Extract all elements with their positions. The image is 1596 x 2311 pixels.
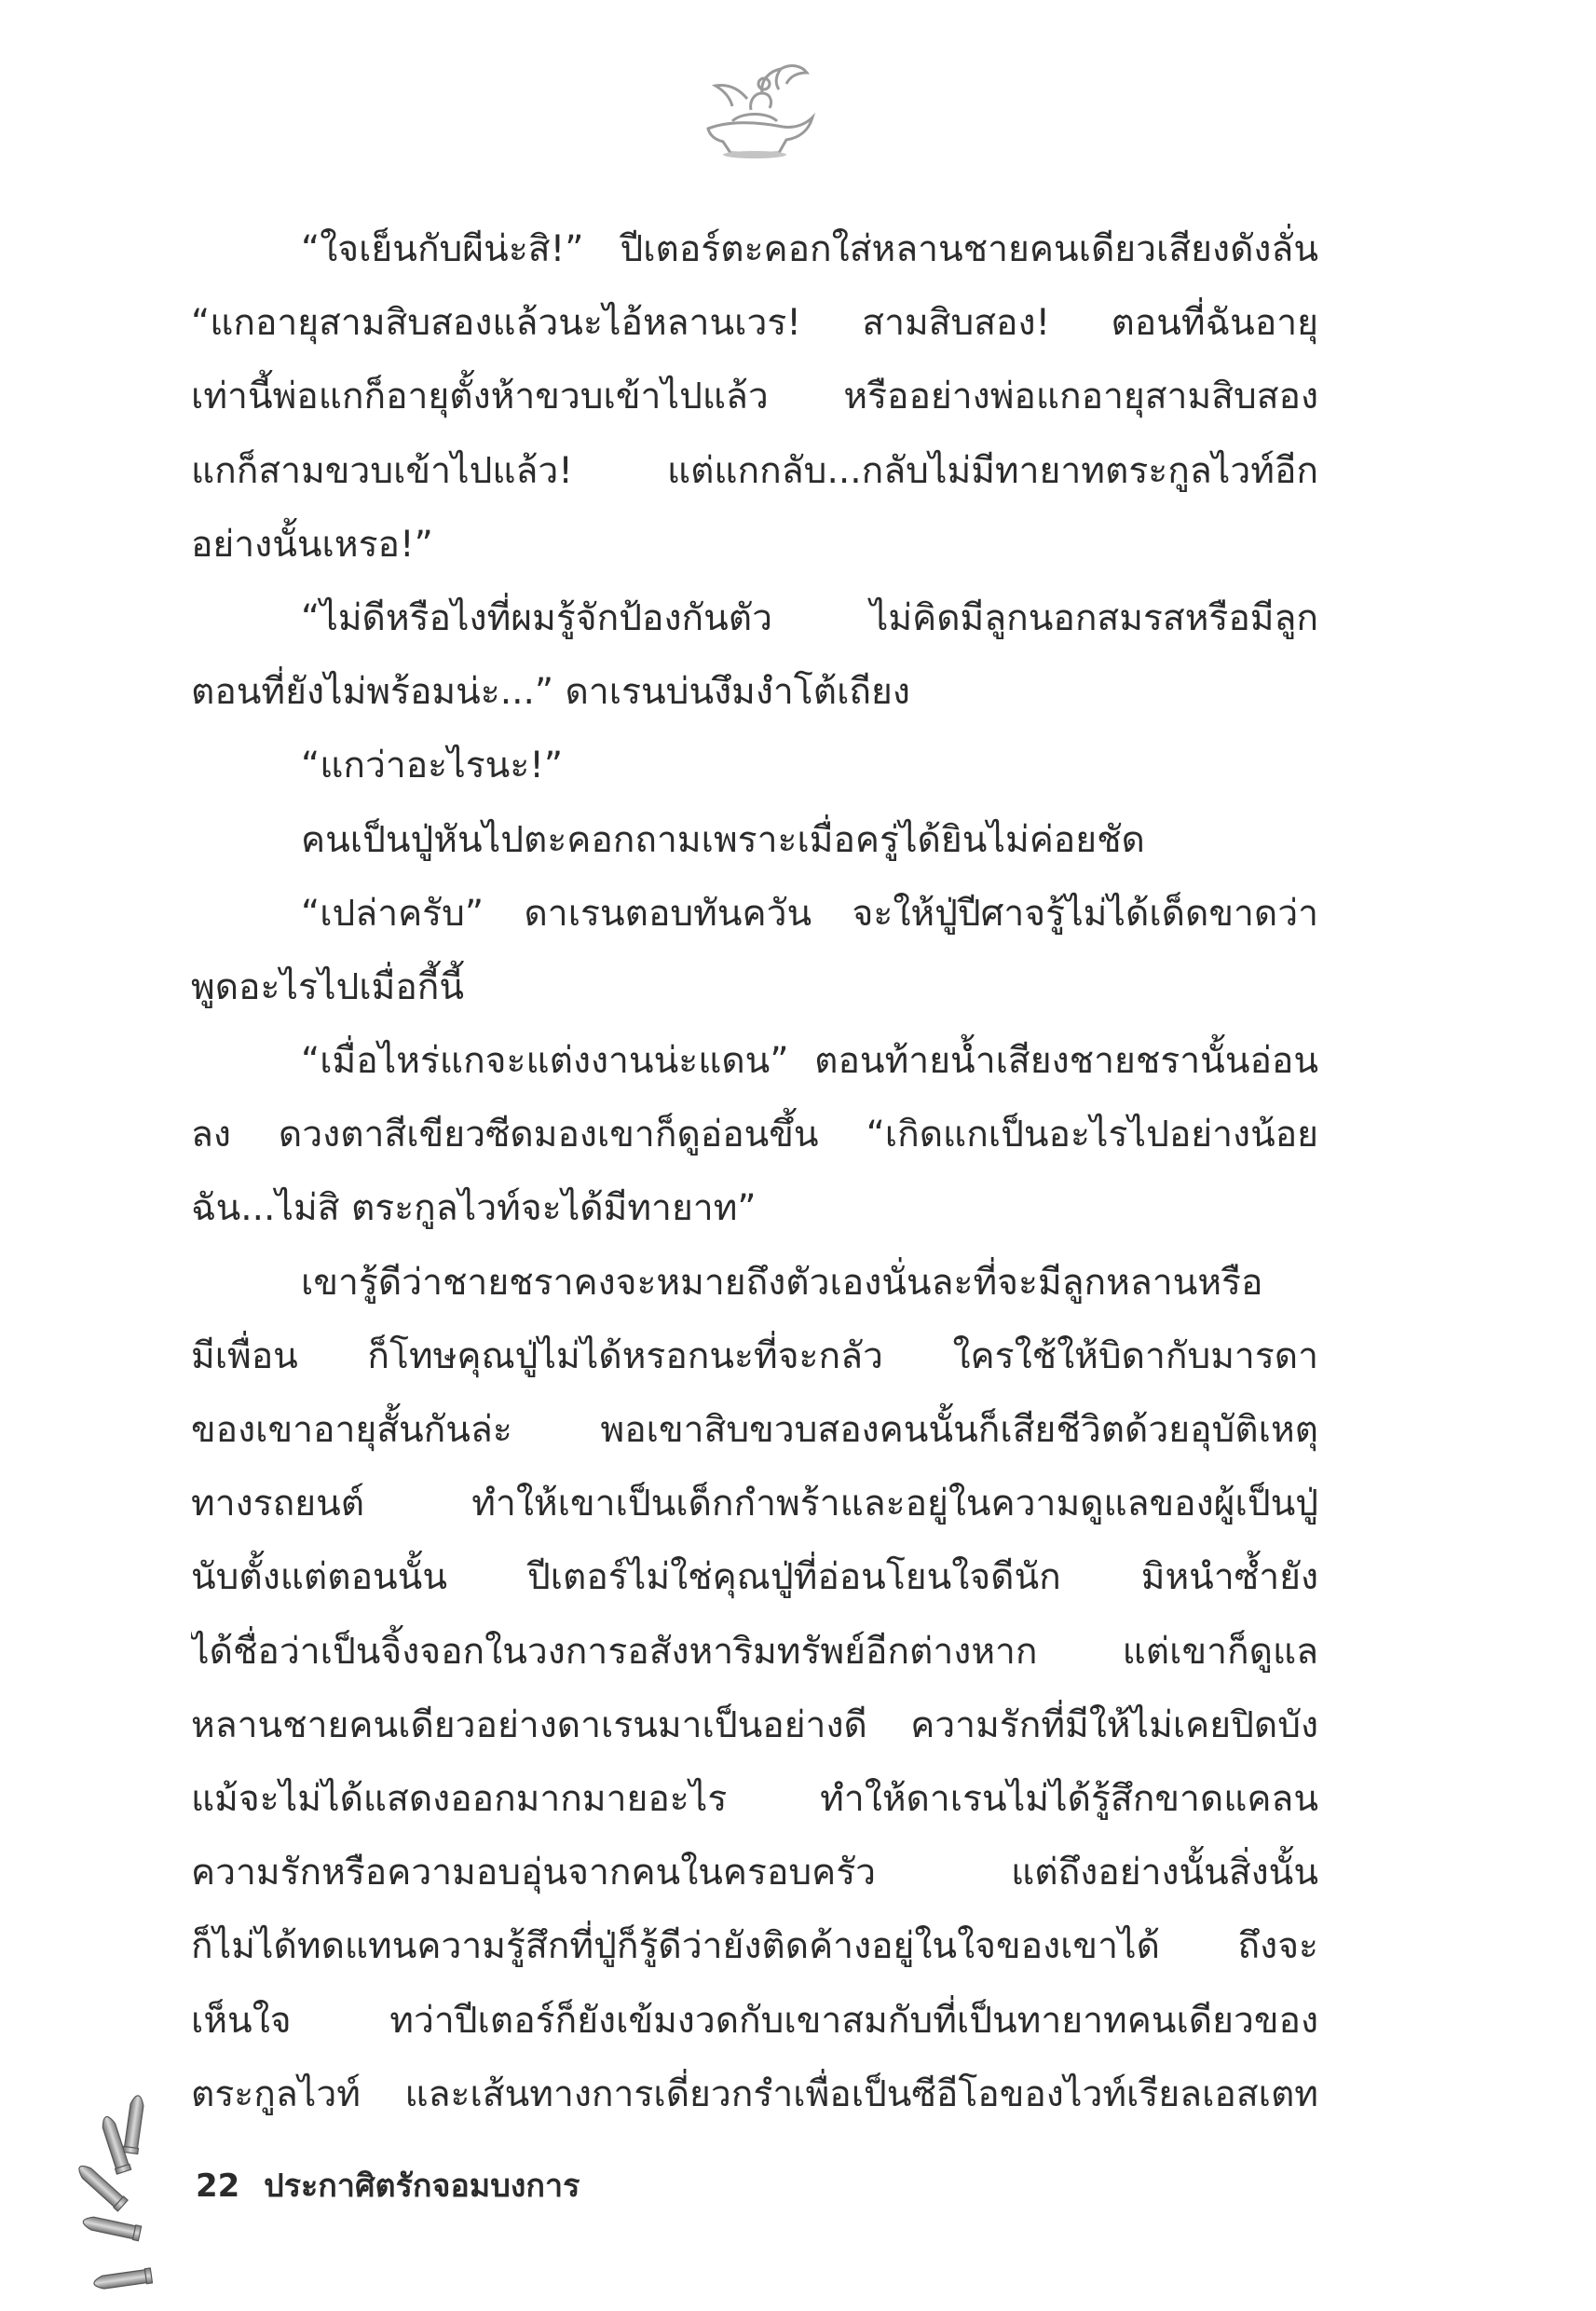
bullets-icon: [65, 2087, 177, 2302]
text-line: ของเขาอายุสั้นกันล่ะ พอเขาสิบขวบสองคนนั้นก็เสียชีวิตด้วยอุบัติเหตุ: [191, 1409, 1318, 1451]
text-line: เท่านี้พ่อแกก็อายุตั้งห้าขวบเข้าไปแล้ว หรืออย่างพ่อแกอายุสามสิบสอง: [191, 376, 1318, 418]
page-footer: [196, 2160, 580, 2210]
body-text: [191, 212, 1318, 2131]
text-line: ก็ไม่ได้ทดแทนความรู้สึกที่ปู่ก็รู้ดีว่ายังติดค้างอยู่ในใจของเขาได้ ถึงจะ: [191, 1925, 1318, 1968]
text-line: เขารู้ดีว่าชายชราคงจะหมายถึงตัวเองนั่นละที่จะมีลูกหลานหรือ: [301, 1261, 1263, 1304]
text-line: แกก็สามขวบเข้าไปแล้ว! แต่แกกลับ...กลับไม่มีทายาทตระกูลไวท์อีก: [191, 449, 1318, 492]
text-line: “เปล่าครับ” ดาเรนตอบทันควัน จะให้ปู่ปีศาจรู้ไม่ได้เด็ดขาดว่า: [301, 892, 1318, 935]
text-line: ตอนที่ยังไม่พร้อมน่ะ...” ดาเรนบ่นงึมงำโต้เถียง: [191, 671, 910, 714]
text-line: คนเป็นปู่หันไปตะคอกถามเพราะเมื่อครู่ได้ยินไม่ค่อยชัด: [301, 818, 1145, 861]
text-line: ตระกูลไวท์ และเส้นทางการเดี่ยวกรำเพื่อเป็นซีอีโอของไวท์เรียลเอสเตท: [191, 2072, 1318, 2115]
text-line: ฉัน...ไม่สิ ตระกูลไวท์จะได้มีทายาท”: [191, 1187, 757, 1230]
text-line: ทางรถยนต์ ทำให้เขาเป็นเด็กกำพร้าและอยู่ในความดูแลของผู้เป็นปู่: [191, 1483, 1318, 1525]
text-line: “ใจเย็นกับผีน่ะสิ!” ปีเตอร์ตะคอกใส่หลานชายคนเดียวเสียงดังลั่น: [301, 228, 1318, 270]
text-line: นับตั้งแต่ตอนนั้น ปีเตอร์ไม่ใช่คุณปู่ที่อ่อนโยนใจดีนัก มิหนำซ้ำยัง: [191, 1556, 1318, 1599]
text-line: พูดอะไรไปเมื่อกี้นี้: [191, 965, 465, 1008]
text-line: ลง ดวงตาสีเขียวซีดมองเขาก็ดูอ่อนขึ้น “เกิดแกเป็นอะไรไปอย่างน้อย: [191, 1114, 1318, 1156]
text-line: แม้จะไม่ได้แสดงออกมากมายอะไร ทำให้ดาเรนไม่ได้รู้สึกขาดแคลน: [191, 1777, 1318, 1820]
text-line: ความรักหรือความอบอุ่นจากคนในครอบครัว แต่ถึงอย่างนั้นสิ่งนั้น: [191, 1852, 1318, 1894]
text-line: มีเพื่อน ก็โทษคุณปู่ไม่ได้หรอกนะที่จะกลัว ใครใช้ให้บิดากับมารดา: [191, 1334, 1318, 1377]
text-line: หลานชายคนเดียวอย่างดาเรนมาเป็นอย่างดี ความรักที่มีให้ไม่เคยปิดบัง: [191, 1703, 1318, 1746]
text-line: “เมื่อไหร่แกจะแต่งงานน่ะแดน” ตอนท้ายน้ำเสียงชายชรานั้นอ่อน: [301, 1040, 1318, 1083]
text-line: “แกอายุสามสิบสองแล้วนะไอ้หลานเวร! สามสิบสอง! ตอนที่ฉันอายุ: [191, 302, 1318, 345]
book-title: ประกาศิตรักจอมบงการ: [264, 2167, 580, 2205]
text-line: อย่างนั้นเหรอ!”: [191, 523, 433, 566]
cupid-lamp-icon: [689, 56, 820, 168]
text-line: เห็นใจ ทว่าปีเตอร์ก็ยังเข้มงวดกับเขาสมกับที่เป็นทายาทคนเดียวของ: [191, 1999, 1318, 2042]
page-number: 22: [196, 2167, 240, 2205]
text-line: ได้ชื่อว่าเป็นจิ้งจอกในวงการอสังหาริมทรัพย์อีกต่างหาก แต่เขาก็ดูแล: [191, 1630, 1318, 1673]
text-line: “แกว่าอะไรนะ!”: [301, 745, 564, 787]
text-line: “ไม่ดีหรือไงที่ผมรู้จักป้องกันตัว ไม่คิดมีลูกนอกสมรสหรือมีลูก: [301, 596, 1318, 639]
